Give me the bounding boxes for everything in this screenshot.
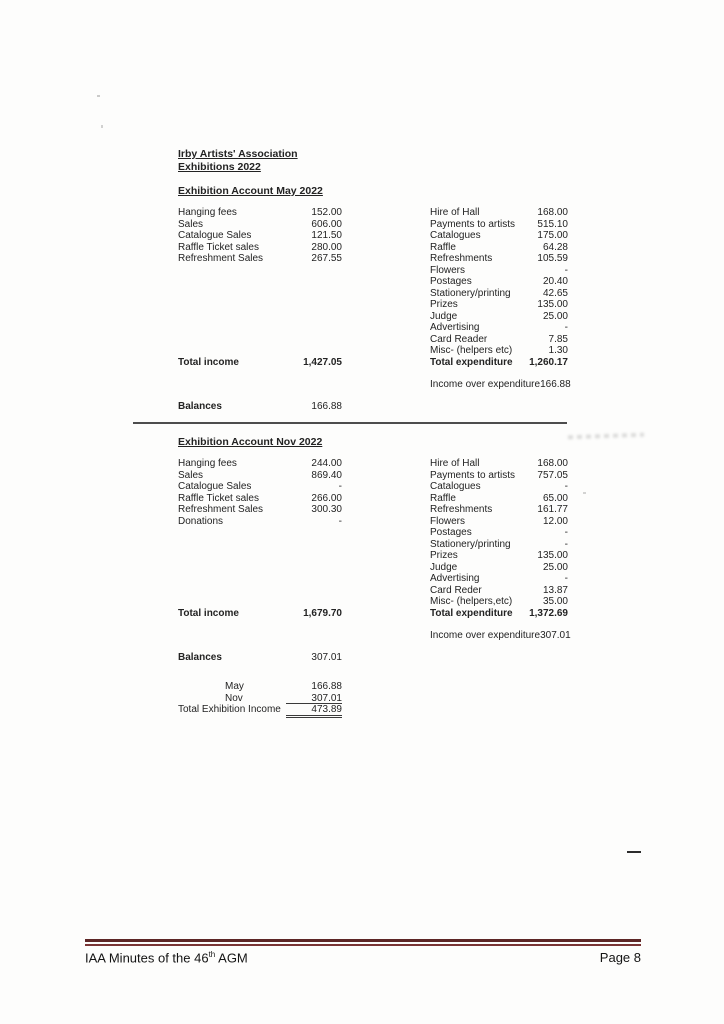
expenditure-row	[430, 596, 568, 608]
expenditure-rows-may	[430, 207, 568, 357]
total-expenditure-value: 1,260.17	[529, 356, 568, 368]
net-value: 166.88	[540, 379, 571, 390]
footer-rule-thick	[85, 939, 641, 942]
total-income-row-may	[178, 357, 342, 369]
expenditure-row	[430, 299, 568, 311]
income-label: Refreshment Sales	[178, 253, 264, 264]
income-row	[178, 253, 342, 265]
expenditure-value: -	[564, 322, 568, 333]
income-label: Raffle Ticket sales	[178, 241, 259, 253]
expenditure-label: Catalogues	[430, 481, 481, 492]
net-value: 307.01	[540, 630, 571, 641]
summary-month-label: Nov	[225, 692, 243, 704]
expenditure-value: -	[564, 481, 568, 492]
income-row	[178, 493, 342, 505]
expenditure-label: Catalogues	[430, 230, 481, 241]
total-income-value: 1,427.05	[303, 356, 342, 368]
expenditure-label: Card Reader	[430, 333, 488, 345]
expenditure-value: 13.87	[542, 584, 568, 596]
income-label: Hanging fees	[178, 207, 237, 218]
footer-rule-thin	[85, 944, 641, 946]
total-income-value: 1,679.70	[303, 607, 342, 619]
expenditure-label: Refreshments	[430, 253, 493, 264]
expenditure-value: -	[564, 264, 568, 276]
expenditure-label: Postages	[430, 527, 472, 538]
page-number: Page 8	[599, 950, 641, 965]
summary-total-value: 473.89	[286, 704, 342, 718]
income-value: 869.40	[311, 469, 342, 481]
summary-total-label: Total Exhibition Income	[178, 704, 281, 715]
expenditure-row	[430, 242, 568, 254]
expenditure-row	[430, 311, 568, 323]
expenditure-rows-nov	[430, 458, 568, 608]
expenditure-label: Payments to artists	[430, 469, 516, 481]
margin-dash-mark	[627, 851, 641, 853]
income-row	[178, 481, 342, 493]
total-expenditure-value: 1,372.69	[529, 607, 568, 619]
expenditure-label: Prizes	[430, 550, 458, 561]
expenditure-row	[430, 276, 568, 288]
income-label: Hanging fees	[178, 458, 237, 469]
expenditure-label: Flowers	[430, 264, 466, 276]
org-subtitle: Exhibitions 2022	[178, 161, 261, 173]
income-rows-may	[178, 207, 342, 265]
scan-speck	[97, 95, 100, 97]
expenditure-label: Refreshments	[430, 504, 493, 515]
expenditure-value: -	[564, 538, 568, 550]
expenditure-value: 757.05	[537, 469, 568, 481]
expenditure-row	[430, 504, 568, 516]
expenditure-label: Advertising	[430, 322, 480, 333]
expenditure-value: 7.85	[548, 333, 568, 345]
expenditure-label: Card Reder	[430, 584, 482, 596]
net-label: Income over expenditure	[430, 630, 541, 641]
expenditure-label: Advertising	[430, 573, 480, 584]
expenditure-value: 135.00	[537, 299, 568, 310]
footer-left-prefix: IAA Minutes of the 46	[85, 950, 209, 966]
income-value: 244.00	[311, 458, 342, 469]
income-row	[178, 470, 342, 482]
expenditure-row	[430, 334, 568, 346]
expenditure-label: Payments to artists	[430, 218, 516, 230]
expenditure-row	[430, 481, 568, 493]
expenditure-value: 105.59	[537, 253, 568, 264]
income-label: Catalogue Sales	[178, 481, 252, 492]
expenditure-value: 12.00	[542, 515, 568, 527]
expenditure-label: Misc- (helpers,etc)	[430, 596, 513, 607]
balance-row-may	[178, 401, 342, 413]
income-value: 300.30	[311, 504, 342, 515]
income-row	[178, 242, 342, 254]
income-label: Catalogue Sales	[178, 230, 252, 241]
expenditure-label: Stationery/printing	[430, 538, 511, 550]
expenditure-row	[430, 527, 568, 539]
income-value: 121.50	[311, 230, 342, 241]
expenditure-value: 35.00	[542, 596, 568, 607]
expenditure-value: 25.00	[542, 310, 568, 322]
expenditure-label: Stationery/printing	[430, 287, 511, 299]
expenditure-value: 135.00	[537, 550, 568, 561]
footer-left-text	[85, 950, 248, 965]
expenditure-row	[430, 253, 568, 265]
income-label: Sales	[178, 469, 204, 481]
expenditure-value: 42.65	[542, 287, 568, 299]
section-divider-line	[133, 422, 567, 424]
expenditure-row	[430, 265, 568, 277]
footer-text-row	[85, 950, 641, 965]
expenditure-value: 515.10	[537, 218, 568, 230]
net-label: Income over expenditure	[430, 379, 541, 390]
income-value: 152.00	[311, 207, 342, 218]
income-column-may	[178, 207, 342, 412]
expenditure-label: Judge	[430, 561, 458, 573]
income-row	[178, 516, 342, 528]
total-expenditure-label: Total expenditure	[430, 607, 513, 619]
expenditure-value: 20.40	[542, 276, 568, 287]
expenditure-label: Postages	[430, 276, 472, 287]
org-title: Irby Artists' Association	[178, 148, 298, 160]
expenditure-value: 64.28	[542, 241, 568, 253]
year-summary	[178, 681, 342, 718]
scan-speck	[583, 492, 586, 494]
income-value: 606.00	[311, 218, 342, 230]
document-header	[178, 148, 298, 174]
summary-month-value: 166.88	[311, 681, 342, 692]
expenditure-row	[430, 345, 568, 357]
expenditure-value: 65.00	[542, 492, 568, 504]
income-value: 280.00	[311, 241, 342, 253]
income-column-nov	[178, 458, 342, 663]
expenditure-value: -	[564, 573, 568, 584]
expenditure-label: Flowers	[430, 515, 466, 527]
income-row	[178, 458, 342, 470]
scan-speck	[101, 125, 103, 128]
expenditure-label: Misc- (helpers etc)	[430, 345, 513, 356]
footer-left-suffix: AGM	[215, 950, 248, 966]
page-footer	[85, 939, 641, 965]
expenditure-row	[430, 539, 568, 551]
income-label: Sales	[178, 218, 204, 230]
total-expenditure-row-nov	[430, 608, 568, 620]
income-value: -	[338, 481, 342, 492]
summary-month-label: May	[225, 681, 244, 692]
expenditure-value: 168.00	[537, 207, 568, 218]
footer-left-superscript: th	[208, 950, 216, 959]
summary-row	[178, 681, 342, 693]
total-income-label: Total income	[178, 607, 239, 619]
expenditure-label: Hire of Hall	[430, 458, 480, 469]
account-title-may: Exhibition Account May 2022	[178, 185, 323, 197]
net-row-nov	[430, 630, 571, 642]
total-expenditure-row-may	[430, 357, 568, 369]
income-label: Raffle Ticket sales	[178, 492, 259, 504]
total-expenditure-label: Total expenditure	[430, 356, 513, 368]
expenditure-row	[430, 573, 568, 585]
expenditure-value: 1.30	[548, 345, 568, 356]
income-rows-nov	[178, 458, 342, 527]
expenditure-row	[430, 585, 568, 597]
account-title-nov: Exhibition Account Nov 2022	[178, 436, 323, 448]
account-section-may	[133, 185, 571, 436]
income-value: 267.55	[311, 253, 342, 264]
income-value: -	[338, 515, 342, 527]
expenditure-row	[430, 470, 568, 482]
balance-label: Balances	[178, 652, 222, 663]
summary-row	[178, 693, 342, 705]
expenditure-value: 25.00	[542, 561, 568, 573]
expenditure-value: 175.00	[537, 230, 568, 241]
income-value: 266.00	[311, 492, 342, 504]
expenditure-value: 168.00	[537, 458, 568, 469]
expenditure-column-nov	[430, 458, 571, 642]
expenditure-label: Raffle	[430, 241, 456, 253]
summary-rows	[178, 681, 342, 704]
expenditure-row	[430, 562, 568, 574]
expenditure-row	[430, 550, 568, 562]
expenditure-value: -	[564, 527, 568, 538]
income-label: Refreshment Sales	[178, 504, 264, 515]
summary-total-row	[178, 704, 342, 718]
balance-value: 166.88	[311, 401, 342, 412]
expenditure-label: Raffle	[430, 492, 456, 504]
scan-smudge	[568, 433, 644, 440]
expenditure-label: Judge	[430, 310, 458, 322]
income-row	[178, 504, 342, 516]
expenditure-row	[430, 516, 568, 528]
expenditure-row	[430, 458, 568, 470]
account-section-nov	[133, 436, 571, 687]
expenditure-row	[430, 322, 568, 334]
expenditure-column-may	[430, 207, 571, 391]
expenditure-row	[430, 288, 568, 300]
expenditure-row	[430, 207, 568, 219]
expenditure-row	[430, 219, 568, 231]
total-income-label: Total income	[178, 356, 239, 368]
expenditure-label: Prizes	[430, 299, 458, 310]
expenditure-label: Hire of Hall	[430, 207, 480, 218]
expenditure-value: 161.77	[537, 504, 568, 515]
balance-label: Balances	[178, 401, 222, 412]
balance-row-nov	[178, 652, 342, 664]
income-row	[178, 207, 342, 219]
income-row	[178, 219, 342, 231]
expenditure-row	[430, 230, 568, 242]
income-row	[178, 230, 342, 242]
summary-month-value: 307.01	[286, 693, 342, 705]
balance-value: 307.01	[311, 652, 342, 663]
expenditure-row	[430, 493, 568, 505]
total-income-row-nov	[178, 608, 342, 620]
income-label: Donations	[178, 515, 224, 527]
net-row-may	[430, 379, 571, 391]
